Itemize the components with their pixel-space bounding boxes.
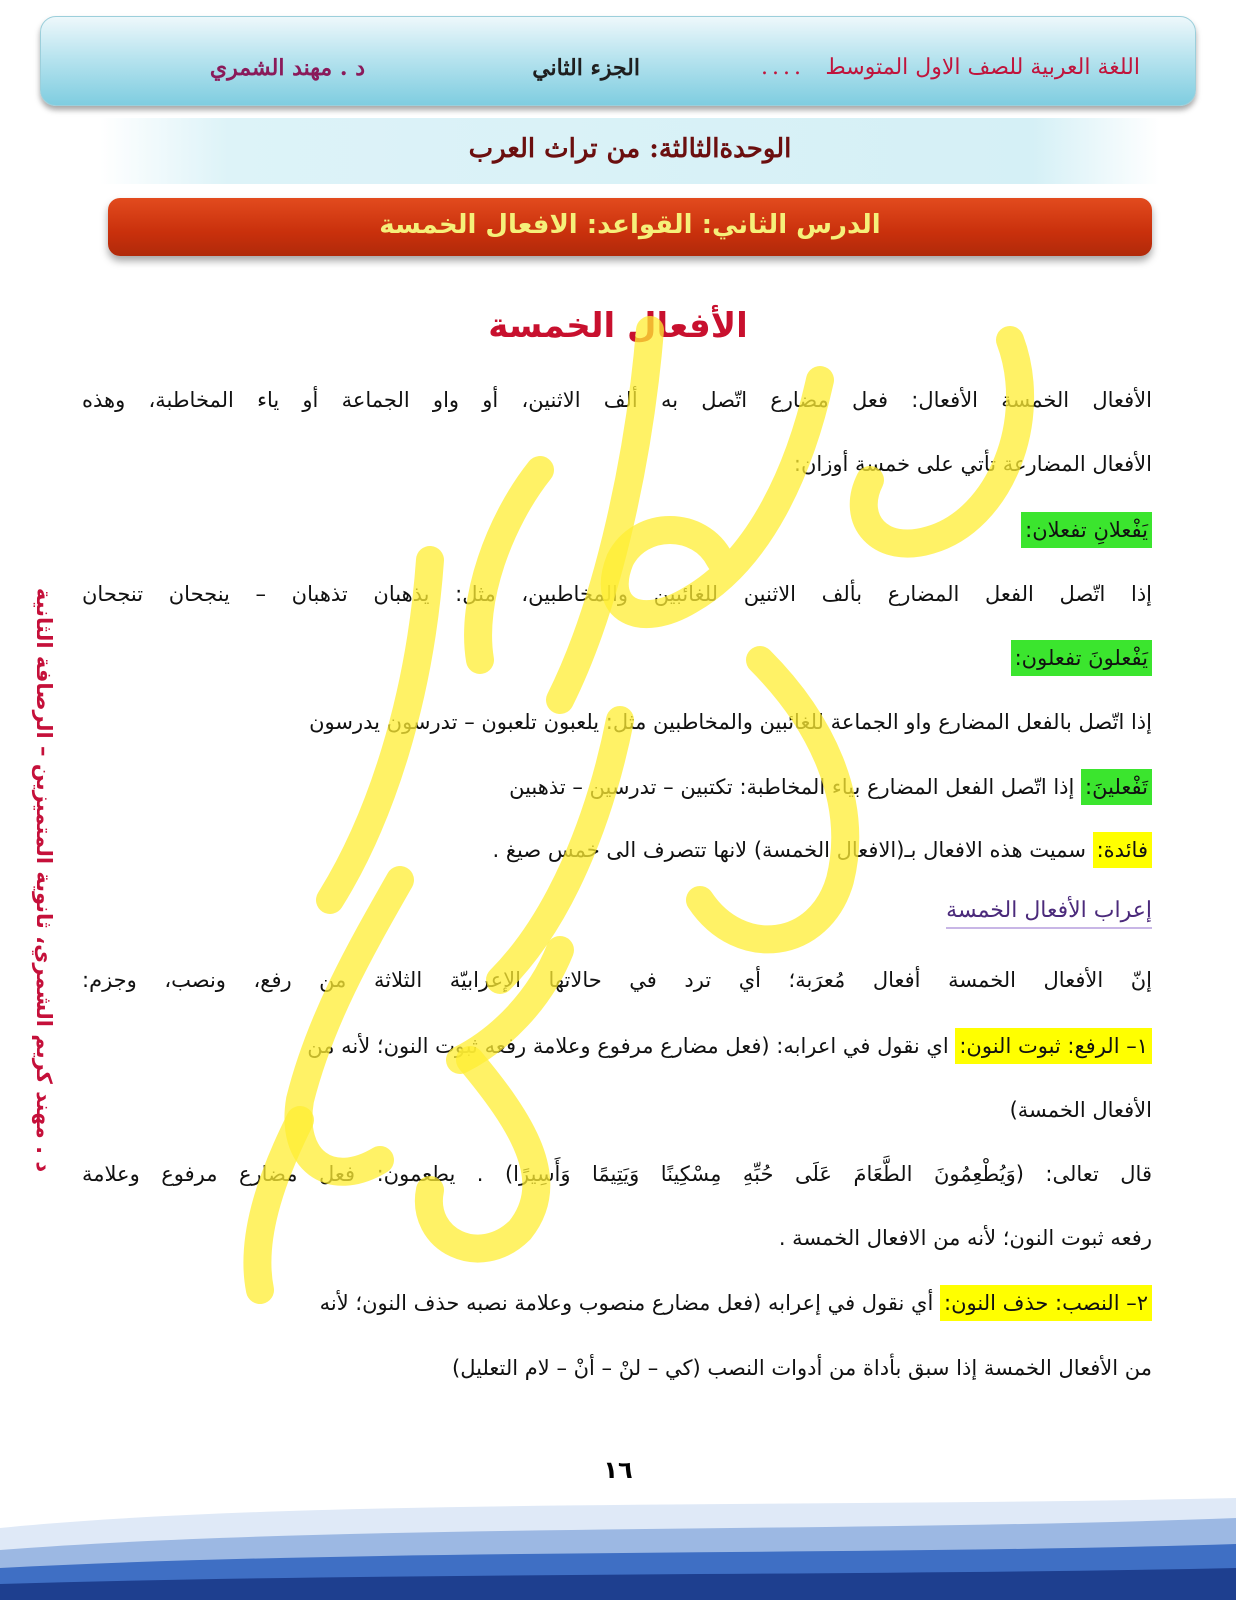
raf-text: اي نقول في اعرابه: (فعل مضارع مرفوع وعلامة رفعه ثبوت النون؛ لأنه من <box>307 1034 949 1058</box>
side-credit <box>24 580 64 1180</box>
pattern-label: تَفْعلينَ: <box>1081 769 1152 805</box>
paragraph-line: إنّ الأفعال الخمسة أفعال مُعرَبة؛ أي ترد في حالاتها الإعرابيّة الثلاثة من رفع، ونصب، وجزم: <box>82 968 1152 992</box>
pattern-line-1 <box>82 518 1152 542</box>
page-number: ١٦ <box>603 1456 633 1484</box>
raf-line <box>82 1034 1152 1058</box>
page-header <box>40 16 1196 106</box>
book-title: اللغة العربية للصف الاول المتوسط <box>825 55 1140 80</box>
paragraph-line: رفعه ثبوت النون؛ لأنه من الافعال الخمسة . <box>778 1226 1152 1250</box>
note-text: سميت هذه الافعال بـ(الافعال الخمسة) لانها تتصرف الى خمس صيغ . <box>492 838 1086 862</box>
page-title: الأفعال الخمسة <box>488 306 748 346</box>
paragraph-line: الأفعال الخمسة الأفعال: فعل مضارع اتّصل به ألف الاثنين، أو واو الجماعة أو ياء المخاطبة، وهذه <box>82 388 1152 412</box>
note-line <box>82 838 1152 862</box>
paragraph-line: إذا اتّصل بالفعل المضارع واو الجماعة للغائبين والمخاطبين مثل: يلعبون تلعبون – تدرسون يدرسون <box>309 710 1152 734</box>
paragraph-line: من الأفعال الخمسة إذا سبق بأداة من أدوات النصب (كي – لنْ – أنْ – لام التعليل) <box>452 1356 1152 1380</box>
nasb-label: ٢– النصب: حذف النون: <box>940 1285 1152 1321</box>
header-author: د . مهند الشمري <box>209 55 365 81</box>
unit-banner <box>100 118 1160 184</box>
paragraph-line: إذا اتّصل الفعل المضارع بألف الاثنين للغائبين والمخاطبين، مثل: يذهبان تذهبان – ينجحان تنجحان <box>82 582 1152 606</box>
lesson-banner <box>108 198 1152 256</box>
nasb-text: أي نقول في إعرابه (فعل مضارع منصوب وعلامة نصبه حذف النون؛ لأنه <box>319 1291 934 1315</box>
unit-title: الوحدةالثالثة: من تراث العرب <box>468 134 792 164</box>
pattern-label: يَفْعلونَ تفعلون: <box>1011 640 1152 676</box>
paragraph-line: قال تعالى: (وَيُطْعِمُونَ الطَّعَامَ عَلَى حُبِّهِ مِسْكِينًا وَيَتِيمًا وَأَسِيرًا) . يطعمون: فعل مضارع مرفوع وعلامة <box>82 1162 1152 1186</box>
side-credit-text: د . مهند كريم الشمري، ثانوية المتميزين – الرصافة الثانية <box>32 587 56 1173</box>
section-heading: إعراب الأفعال الخمسة <box>946 898 1152 929</box>
note-label: فائدة: <box>1093 832 1152 868</box>
pattern-line-3 <box>82 775 1152 799</box>
pattern-line-2 <box>82 646 1152 670</box>
pattern-text: إذا اتّصل الفعل المضارع بياء المخاطبة: تكتبين – تدرسين – تذهبين <box>509 775 1075 799</box>
footer-decoration <box>0 1488 1236 1600</box>
paragraph-line: الأفعال المضارعة تأتي على خمسة أوزان: <box>793 452 1152 476</box>
raf-label: ١– الرفع: ثبوت النون: <box>955 1028 1152 1064</box>
book-part: الجزء الثاني <box>532 55 640 81</box>
lesson-title: الدرس الثاني: القواعد: الافعال الخمسة <box>379 210 881 240</box>
paragraph-line: الأفعال الخمسة) <box>1009 1098 1152 1122</box>
header-dots: .... <box>761 55 805 80</box>
nasb-line <box>82 1291 1152 1315</box>
pattern-label: يَفْعلانِ تفعلان: <box>1021 512 1152 548</box>
